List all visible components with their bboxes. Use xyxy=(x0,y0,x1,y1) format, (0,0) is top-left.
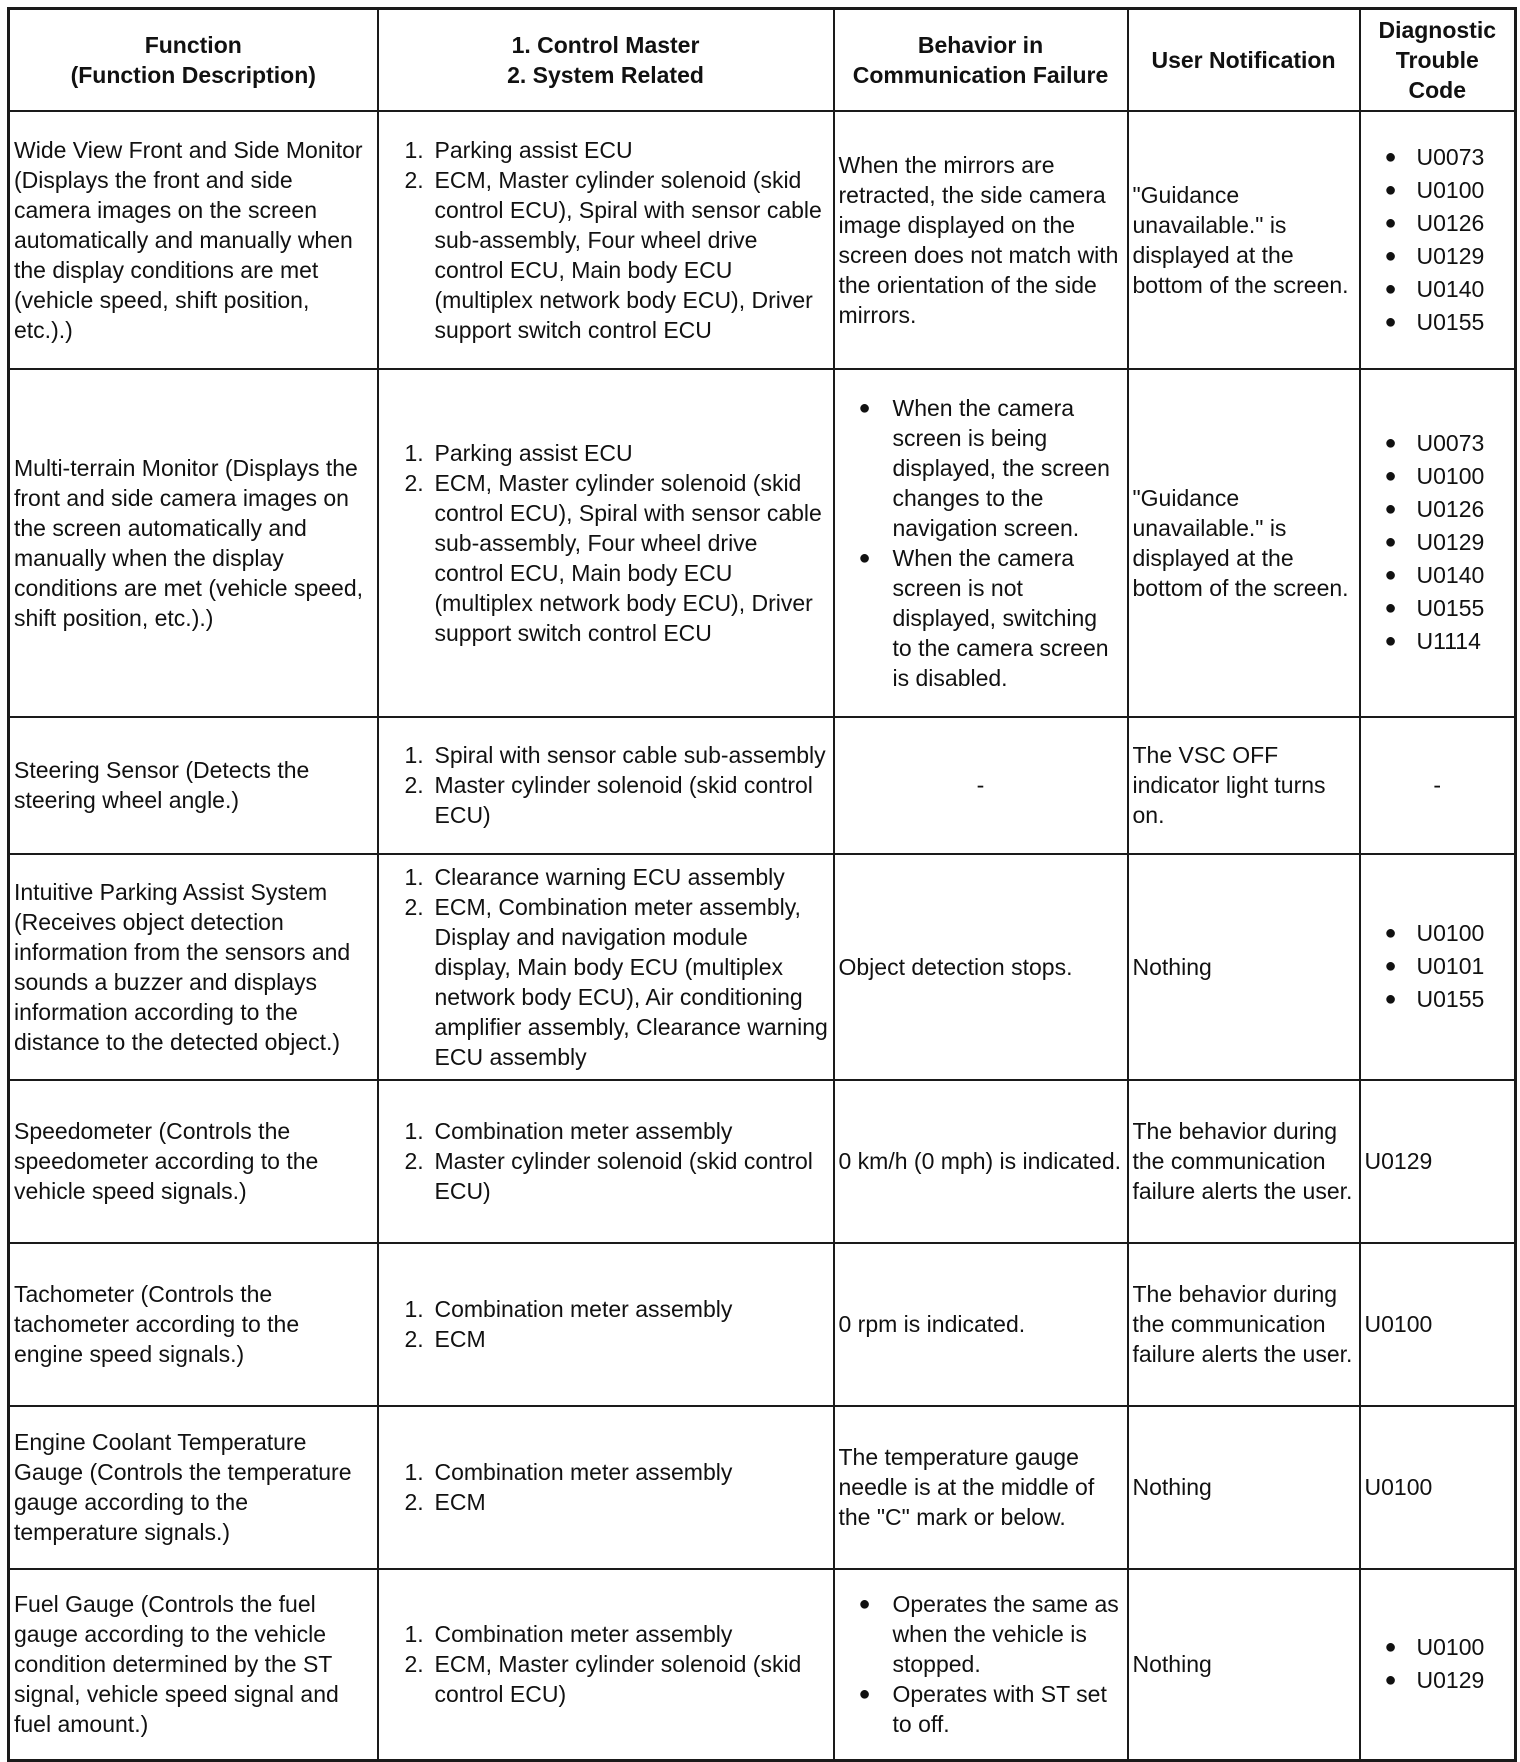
dtc-item: ● U0126 xyxy=(1385,207,1511,240)
notification-cell: "Guidance unavailable." is displayed at the bottom of the screen. xyxy=(1128,111,1360,369)
list-item: ECM, Combination meter assembly, Display and navigation module display, Main body ECU (multiplex network body ECU), Air conditioning amplifier assembly, Clearance warning ECU assembly xyxy=(434,893,828,1070)
notification-cell: The VSC OFF indicator light turns on. xyxy=(1128,717,1360,854)
notification-cell: Nothing xyxy=(1128,1569,1360,1761)
dtc-cell xyxy=(1360,854,1516,1080)
dtc-cell xyxy=(1360,369,1516,717)
list-item: Combination meter assembly xyxy=(434,1459,733,1485)
list-item: ECM xyxy=(434,1326,486,1352)
list-item: Master cylinder solenoid (skid control ECU) xyxy=(434,1148,813,1204)
list-item: Parking assist ECU xyxy=(434,439,633,466)
dtc-item: ● U0129 xyxy=(1385,1664,1511,1697)
dtc-cell: - xyxy=(1360,717,1516,854)
header-notification: User Notification xyxy=(1128,9,1360,111)
list-item: Combination meter assembly xyxy=(434,1296,733,1322)
list-item: ● When the camera screen is being displayed, the screen changes to the navigation screen. xyxy=(859,393,1123,543)
dtc-item: ● U0140 xyxy=(1385,273,1511,306)
communication-table xyxy=(7,7,1517,1762)
behavior-cell: 0 rpm is indicated. xyxy=(834,1243,1128,1406)
control-cell xyxy=(378,1243,834,1406)
behavior-cell: Object detection stops. xyxy=(834,854,1128,1080)
table-row xyxy=(9,1080,1516,1243)
behavior-cell: - xyxy=(834,717,1128,854)
control-cell xyxy=(378,1080,834,1243)
table-row xyxy=(9,369,1516,717)
header-dtc: Diagnostic Trouble Code xyxy=(1360,9,1516,111)
dtc-item: ● U0100 xyxy=(1385,174,1511,207)
dtc-item: ● U0155 xyxy=(1385,592,1511,625)
behavior-cell xyxy=(834,369,1128,717)
list-item: ECM, Master cylinder solenoid (skid control ECU), Spiral with sensor cable sub-assembly, Four wheel drive control ECU, Main body ECU (multiplex network body ECU), Driver support switch control ECU xyxy=(434,166,822,343)
dtc-item: ● U0140 xyxy=(1385,559,1511,592)
dtc-item: ● U1114 xyxy=(1385,625,1511,658)
notification-cell: "Guidance unavailable." is displayed at the bottom of the screen. xyxy=(1128,369,1360,717)
function-cell: Intuitive Parking Assist System (Receives object detection information from the sensors and sounds a buzzer and displays information according to the distance to the detected object.) xyxy=(9,854,378,1080)
dtc-item: ● U0100 xyxy=(1385,460,1511,493)
list-item: ● Operates the same as when the vehicle is stopped. xyxy=(859,1589,1123,1679)
table-row xyxy=(9,1569,1516,1761)
behavior-cell xyxy=(834,1569,1128,1761)
function-cell: Fuel Gauge (Controls the fuel gauge according to the vehicle condition determined by the ST signal, vehicle speed signal and fuel amount.) xyxy=(9,1569,378,1761)
list-item: Spiral with sensor cable sub-assembly xyxy=(434,742,826,768)
dtc-item: ● U0100 xyxy=(1385,917,1511,950)
dtc-cell: U0100 xyxy=(1360,1406,1516,1569)
list-item: Clearance warning ECU assembly xyxy=(434,863,785,890)
function-cell: Multi-terrain Monitor (Displays the front and side camera images on the screen automatically and manually when the display conditions are met (vehicle speed, shift position, etc.).) xyxy=(9,369,378,717)
dtc-item: ● U0101 xyxy=(1385,950,1511,983)
list-item: ● Operates with ST set to off. xyxy=(859,1679,1123,1739)
dtc-item: ● U0129 xyxy=(1385,526,1511,559)
control-cell xyxy=(378,111,834,369)
dtc-item: ● U0073 xyxy=(1385,427,1511,460)
behavior-cell: 0 km/h (0 mph) is indicated. xyxy=(834,1080,1128,1243)
list-item: ECM xyxy=(434,1489,486,1515)
list-item: ECM, Master cylinder solenoid (skid control ECU) xyxy=(434,1651,802,1708)
list-item: Master cylinder solenoid (skid control ECU) xyxy=(434,772,813,828)
table-row xyxy=(9,854,1516,1080)
behavior-cell: When the mirrors are retracted, the side camera image displayed on the screen does not match with the orientation of the side mirrors. xyxy=(834,111,1128,369)
dtc-item: ● U0126 xyxy=(1385,493,1511,526)
dtc-cell xyxy=(1360,1569,1516,1761)
function-cell: Wide View Front and Side Monitor (Displays the front and side camera images on the screen automatically and manually when the display conditions are met (vehicle speed, shift position, etc.).) xyxy=(9,111,378,369)
notification-cell: Nothing xyxy=(1128,1406,1360,1569)
list-item: Combination meter assembly xyxy=(434,1621,733,1648)
dtc-item: ● U0073 xyxy=(1385,141,1511,174)
list-item: ● When the camera screen is not displayed, switching to the camera screen is disabled. xyxy=(859,543,1123,693)
dtc-cell: U0129 xyxy=(1360,1080,1516,1243)
table-row xyxy=(9,1406,1516,1569)
header-control: 1. Control Master 2. System Related xyxy=(378,9,834,111)
header-behavior: Behavior in Communication Failure xyxy=(834,9,1128,111)
dtc-cell: U0100 xyxy=(1360,1243,1516,1406)
control-cell xyxy=(378,1406,834,1569)
control-cell xyxy=(378,854,834,1080)
control-cell xyxy=(378,1569,834,1761)
table-row xyxy=(9,1243,1516,1406)
function-cell: Speedometer (Controls the speedometer according to the vehicle speed signals.) xyxy=(9,1080,378,1243)
behavior-cell: The temperature gauge needle is at the middle of the "C" mark or below. xyxy=(834,1406,1128,1569)
table-row xyxy=(9,717,1516,854)
dtc-cell xyxy=(1360,111,1516,369)
list-item: ECM, Master cylinder solenoid (skid control ECU), Spiral with sensor cable sub-assembly, Four wheel drive control ECU, Main body ECU (multiplex network body ECU), Driver support switch control ECU xyxy=(434,469,822,646)
dtc-item: ● U0155 xyxy=(1385,983,1511,1016)
list-item: Combination meter assembly xyxy=(434,1118,733,1144)
document-page xyxy=(7,7,1517,1762)
table-row xyxy=(9,111,1516,369)
function-cell: Steering Sensor (Detects the steering wheel angle.) xyxy=(9,717,378,854)
header-row xyxy=(9,9,1516,111)
notification-cell: The behavior during the communication failure alerts the user. xyxy=(1128,1243,1360,1406)
control-cell xyxy=(378,717,834,854)
function-cell: Tachometer (Controls the tachometer according to the engine speed signals.) xyxy=(9,1243,378,1406)
list-item: Parking assist ECU xyxy=(434,136,633,163)
dtc-item: ● U0100 xyxy=(1385,1631,1511,1664)
control-cell xyxy=(378,369,834,717)
notification-cell: The behavior during the communication failure alerts the user. xyxy=(1128,1080,1360,1243)
header-function: Function (Function Description) xyxy=(9,9,378,111)
notification-cell: Nothing xyxy=(1128,854,1360,1080)
dtc-item: ● U0155 xyxy=(1385,306,1511,339)
function-cell: Engine Coolant Temperature Gauge (Controls the temperature gauge according to the temperature signals.) xyxy=(9,1406,378,1569)
dtc-item: ● U0129 xyxy=(1385,240,1511,273)
